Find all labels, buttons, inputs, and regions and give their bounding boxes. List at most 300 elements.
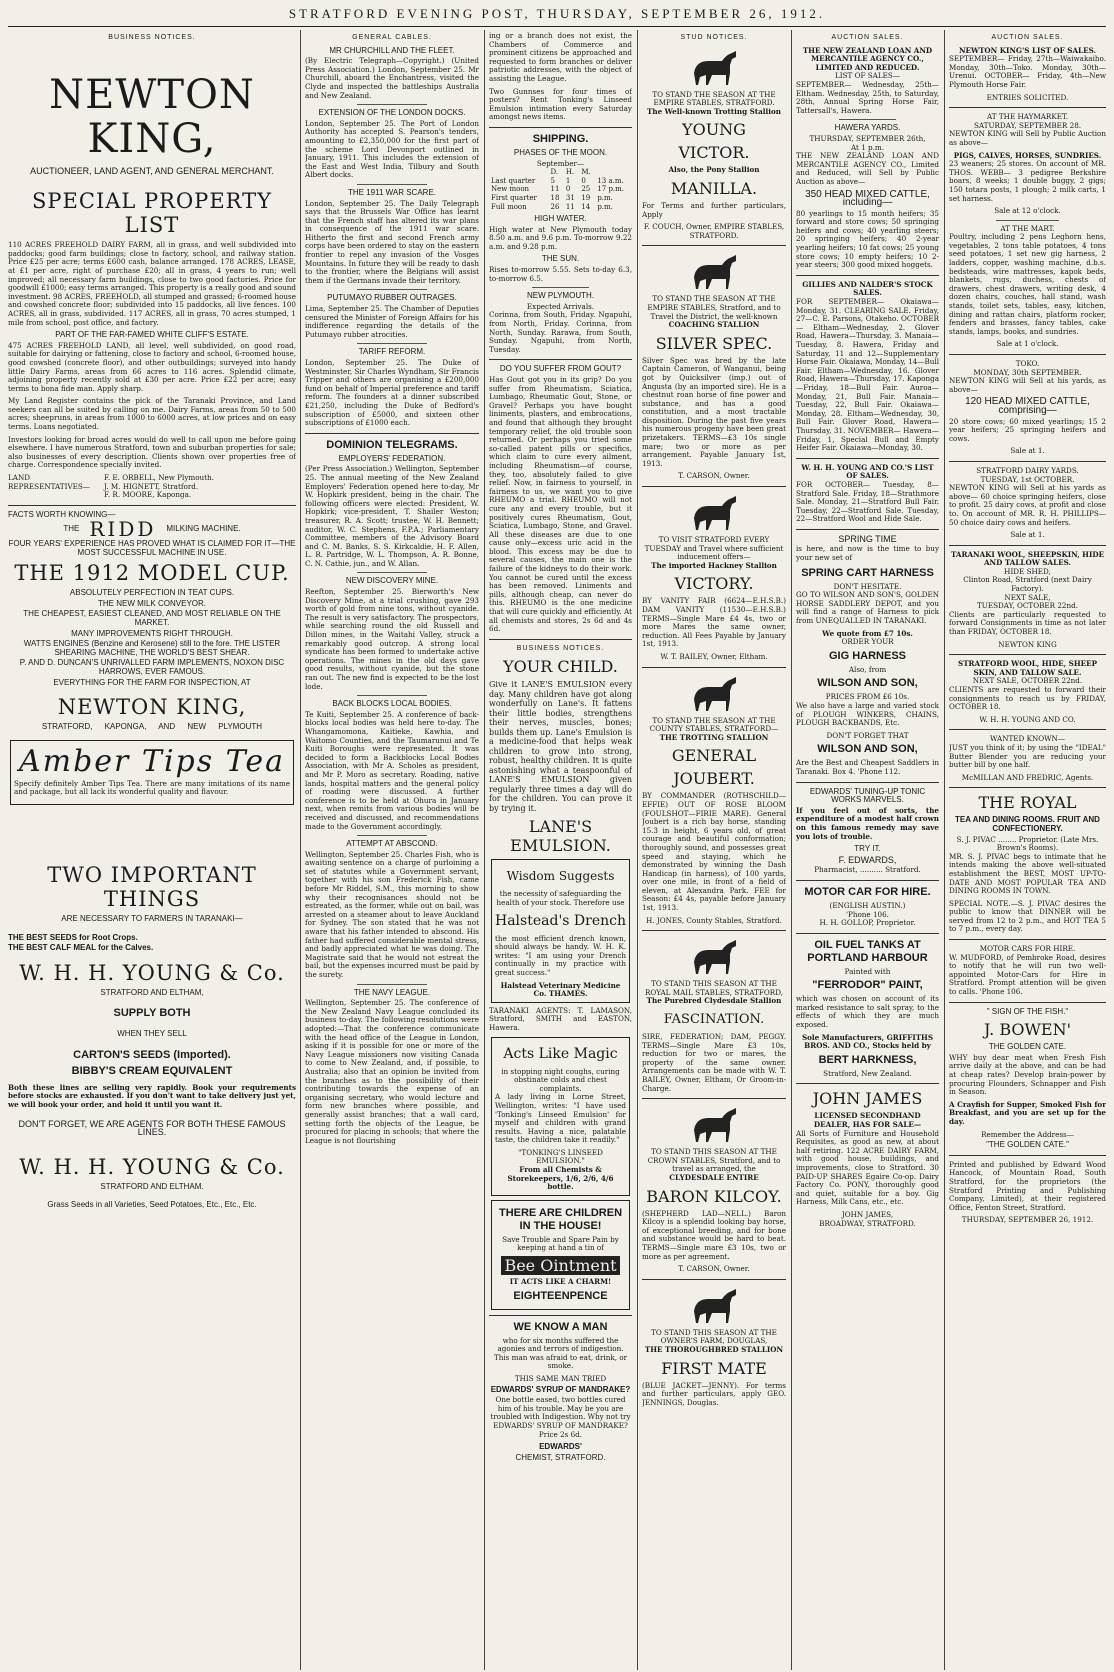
seeds-line: THE BEST SEEDS for Root Crops. [8,932,138,942]
table-cell: 18 [550,193,560,202]
haymarket-list: 23 weaners; 25 stores. On account of MR. THOS. WEBB— 3 pedigree Berkshire boars, 8 weeks; 1 double buggy, 2 gigs; 150 totara posts, 1 plough; 2 milk carts, 1 set harness. [949,159,1106,203]
gout-title: DO YOU SUFFER FROM GOUT? [499,364,622,374]
hawera-date: THURSDAY, SEPTEMBER 26th, [809,133,926,143]
model-cup-title: THE 1912 MODEL CUP. [14,561,290,586]
toko-date: MONDAY, 30th SEPTEMBER. [973,367,1082,377]
wilson-and-son: WILSON AND SON, [817,677,918,690]
spring-time-title: SPRING TIME [838,533,897,544]
stud-sub: The Well-known Trotting Stallion [647,106,781,116]
high-water-text: High water at New Plymouth today 8.50 a.m. and 9.6 p.m. To-morrow 9.22 a.m. and 9.28 p.m. [489,224,632,251]
table-cell: 25 [581,185,591,194]
mart-title: AT THE MART. [1000,223,1055,233]
table-cell: 0 [565,185,571,194]
imprint-date: THURSDAY, SEPTEMBER 26, 1912. [961,1215,1094,1225]
table-cell [489,168,549,177]
bee-sub: Save Trouble and Spare Pain by keeping at hand a tin of [502,1234,619,1253]
stud-owner: T. CARSON, Owner. [678,471,750,481]
royal-sub: TEA AND DINING ROOMS. FRUIT AND CONFECTIONERY. [955,815,1100,833]
table-cell: M. [581,168,591,177]
sale-time: Sale at 1. [1010,446,1045,456]
column-header: BUSINESS NOTICES. [108,34,196,41]
stud-owner: H. JONES, County Stables, Stratford. [646,915,782,925]
john-james-location: BROADWAY, STRATFORD. [819,1218,916,1228]
column-header: GENERAL CABLES. [352,34,432,41]
dont-forget-text: DON'T FORGET, WE ARE AGENTS FOR BOTH THESE FAMOUS LINES. [18,1118,286,1138]
sale-time: Sale at 1. [1010,530,1045,540]
ridd-heading [8,517,296,542]
magic-text: A lady living in Lorne Street, Wellington, writes: "I have used 'Tonking's Linseed Emulsion' for myself and children with grand results. Having a nice, palatable taste, the children take it readily." [495,1092,626,1145]
whh-young-text: FOR OCTOBER— Tuesday, 8—Stratford Sale. Friday, 18—Strathmore Sale. Monday, 21—Stratford Bull Fair. Tuesday, 22—Stratford Sale. Tuesday, 22—Stratford Wool and Hide Sale. [796,479,939,524]
ridd-name: RIDD [89,517,157,542]
horse-icon [686,673,742,713]
crayfish-text: A Crayfish for Supper, Smoked Fish for Breakfast, and you are set up for the day. [949,1099,1106,1126]
investors-text: Investors looking for broad acres would do well to call upon me before going elsewhere. I have numerous Stratford, town and suburban properties for sale; also businesses of every description. Clients shown over properties free of charge. Correspondence specially invited. [8,434,296,470]
stud-sub: THE THOROUGHBRED STALLION [644,1344,784,1354]
stud-owner: T. CARSON, Owner. [678,1264,750,1274]
high-water-title: HIGH WATER. [534,214,587,224]
when-they-sell: WHEN THEY SELL [117,1029,187,1039]
whh-young-title: W. H. H. YOUNG AND CO.'S LIST OF SALES. [801,462,934,481]
property-list-text: 110 ACRES FREEHOLD DAIRY FARM, all in grass, and well subdivided into paddocks; good farm buildings; close to factory, school, and railway station. Price £25 per acre; terms £600 cash, balance arranged. 178 ACRES, LEASE, at £1 per acre, right of purchase £20; all in grass, 4 years to run; well improved; all necessary farm buildings, close to two good factories. Price for goodwill £1000; easy terms arranged. This property is a really good and sound investment. 98 ACRES, FREEHOLD, all stumped and grassed; 6-roomed house and cowshed concrete floor; subdivided into 15 paddocks, all live fences. 100 ACRES, all in grass, subdivided. 117 ACRES, all in grass, 70 acres stumped, 1 mile from school, post office, and factory. [8,240,296,327]
table-cell: 31 [565,193,575,202]
column-auction-sales [796,32,939,1668]
rep-name: J. M. HIGNETT, Stratford. [104,481,199,491]
ridd-pre: THE [63,524,80,534]
agents-text: TARANAKI AGENTS: T. LAMASON, Stratford, SMITH and EASTON, Hawera. [489,1005,632,1032]
griffiths-bros: Sole Manufacturers, GRIFFITHS BROS. AND CO., Stocks held by [801,1032,934,1051]
ferrodor-paint: "FERRODOR" PAINT, [812,979,923,992]
wanted-known: WANTED KNOWN— [989,734,1065,744]
table-cell: 14 [581,202,591,211]
stallion-name: FASCINATION. [663,1012,765,1028]
wilson-and-son: WILSON AND SON, [817,743,918,756]
cup-line: MANY IMPROVEMENTS RIGHT THROUGH. [71,628,233,638]
divider [8,505,296,506]
newton-king-towns: STRATFORD, KAPONGA, AND NEW PLYMOUTH [41,722,263,732]
mudford-text: W. MUDFORD, of Pembroke Road, desires to notify that he will run two well-appointed Motor-Cars for Hire in Stratford. Prompt attention will be given to calls. 'Phone 106. [949,952,1106,997]
table-row [489,194,632,203]
rep-name: F. R. MOORE, Kaponga. [104,490,192,500]
toko-list: 20 store cows; 60 mixed yearlings; 15 2 year heifers; 25 springing heifers and cows. [949,416,1106,443]
dominion-telegrams-title: DOMINION TELEGRAMS. [326,438,458,451]
pivac-proprietor: S. J. PIVAC ........ Proprietor. (Late Mrs. Brown's Rooms). [956,834,1099,853]
stud-sub: The imported Hackney Stallion [651,560,777,570]
order-your: ORDER YOUR [841,637,894,647]
table-cell: 17 p.m. [597,185,625,194]
sign-of-fish: " SIGN OF THE FISH." [986,1006,1069,1016]
stud-intro: TO STAND THE SEASON AT THE COUNTY STABLES, STRATFORD— [649,715,779,734]
f-edwards: F. EDWARDS, [838,854,897,865]
cup-line: P. AND D. DUNCAN'S UNRIVALLED FARM IMPLEMENTS, NOXON DISC HARROWS, EVER FAMOUS. [19,658,285,676]
nz-loan-text: SEPTEMBER— Wednesday, 25th—Eltham. Wednesday, 25th, to Saturday, 28th, Annual Spring Horse Fair, Tattersall's, Hawera. [796,79,939,115]
haymarket-title: AT THE HAYMARKET. [987,112,1068,122]
oil-fuel-title: OIL FUEL TANKS AT PORTLAND HARBOUR [807,938,928,964]
story-text: London, September 25. The Daily Telegraph says that the Brussels War Office has learnt that the French staff has altered its war plans in consequence of the 1911 war scare. Hitherto the first and second French army corps have been ordered to stay on the eastern frontier to repel any invasion of the Vosges Mountains. In future they will be ready to dash to the frontier, where the Belgians will assist them if the Germans invade their territory. [305,198,479,285]
hide-shed: HIDE SHED, [1004,566,1051,576]
story-title: THE 1911 WAR SCARE. [347,187,437,197]
wisdom-title: Wisdom Suggests [506,869,615,884]
facts-heading: FACTS WORTH KNOWING— [8,509,116,519]
stallion-name: MANILLA. [670,178,758,198]
table-cell: 26 [550,202,560,211]
bee-ointment-ad [491,1200,630,1310]
stud-intro: TO STAND THE SEASON AT THE EMPIRE STABLES, STRATFORD. [652,89,776,108]
stud-sub: Also, the Pony Stallion [668,165,760,175]
know-text: who for six months suffered the agonies and terrors of indigestion. This man was afraid to eat, drink, or smoke. [493,1335,628,1371]
table-row [489,185,632,194]
table-cell: Full moon [491,202,527,211]
story-text: Lima, September 25. The Chamber of Deputies censured the Minister of Foreign Affairs for his indifference regarding the details of the Putumayo rubber atrocities. [305,304,479,339]
stud-sub: The Purebred Clydesdale Stallion [646,996,782,1006]
horse-icon [686,492,742,532]
ridd-post: MILKING MACHINE. [166,524,241,534]
golden-cate: THE GOLDEN CATE. [988,1042,1067,1052]
stratford-wool-text: CLIENTS are requested to forward their consignments to reach us by FRIDAY, OCTOBER 18. [949,685,1106,712]
story-title: EXTENSION OF THE LONDON DOCKS. [318,108,466,118]
painted-with: Painted with [844,966,891,976]
haymarket-items: PIGS, CALVES, HORSES, SUNDRIES. [953,150,1102,160]
story-title: TARIFF REFORM. [358,347,426,357]
tonkings-ad [491,1037,630,1196]
stallion-name: GENERAL [671,746,757,766]
stud-sub: COACHING STALLION [668,320,760,330]
gillies-text: FOR SEPTEMBER— Okaiawa—Monday, 31. CLEARING SALE. Friday, 27—C. E. Parsons, Otakeho. OCTOBER— Eltham—Wednesday, 2. Glover Road, Hawera—Thursday, 3. Manaia—Tuesday, 8. Hawera, Friday and Saturday, 11 and 12—Supplementary Horse Fair. Okaiawa, Monday, 14—Bull Fair. Eltham—Wednesday, 16. Glover Road, Hawera—Thursday, 17. Kaponga—Friday, 18—Bull Fair. Auroa—Monday, 21, Bull Fair. Manaia—Tuesday, 22, Bull Fair. Okaiawa—Monday, 28. Eltham—Wednesday, 30, Bull Fair. Glover Road, Hawera—Thursday, 31. NOVEMBER— Hawera—Friday, 1, Special Bull and Empty Heifer Fair. Okaiawa—Monday, 30. [796,297,939,453]
reps-list [104,474,296,500]
your-child-title: YOUR CHILD. [503,657,618,677]
horse-icon [686,1104,742,1144]
magic-brand: "TONKING'S LINSEED EMULSION." [518,1147,603,1166]
halsteads-text: the most efficient drench known, should always be handy. W. H. K. writes: "I am using your Drench continually in my practice with great success." [495,933,626,977]
cattle-list: 80 yearlings to 15 month heifers; 35 forward and store cows; 50 springing heifers and cows; 40 yearling steers; 20 springing heifers; 40 2-year yearling heifers; 10 fat cows; 25 young store cows; 10 empty heifers; 10 2-year steers; 300 good mixed hoggets. [796,208,939,270]
quote-price: We quote from £7 10s. [822,628,913,638]
stud-intro: TO STAND THIS SEASON AT THE ROYAL MAIL STABLES, STRATFORD, [644,979,784,997]
story-text: Wellington, September 25. The conference of the New Zealand Navy League concluded its business to-day. The following resolutions were adopted:—That the conference communicate with the head office of the League in London, asking if it is possible for one or more of the Navy League missioners now visiting Canada to come to New Zealand, and, if possible, to Australia; also that an opinion be invited from the branches as to the possibility of their contributing towards the expense of an organising secretary, who would lecture and form new branches where possible, and generally assist branches; that a wall card, setting forth the objects of the League, be procured for placing in schools; that where the League is not flourishing [305,998,479,1145]
table-cell: 1 [565,176,571,185]
haymarket-date: SATURDAY, SEPTEMBER 28. [973,120,1082,130]
wisdom-sub: the necessity of safeguarding the health of your stock. Therefore use [496,889,625,907]
young-co-title-2: W. H. H. YOUNG & Co. [19,1154,285,1179]
moon-month: September— [536,158,585,168]
stallion-name: VICTOR. [678,143,750,163]
mcmillan-fredric: McMILLAN AND FREDRIC, Agents. [961,772,1094,782]
also-from: Also, from [848,664,887,674]
bee-ointment-logo: Bee Ointment [501,1256,620,1275]
spring-cart-harness: SPRING CART HARNESS [801,566,934,579]
cup-line: WATTS ENGINES (Benzine and Kerosene) still to the fore. THE LISTER SHEARING MACHINE, THE WORLD'S BEST SHEAR. [23,639,281,657]
hawera-yards-title: HAWERA YARDS. [834,123,901,133]
reps-label: LAND REPRESENTATIVES— [8,473,90,491]
john-james-sig: JOHN JAMES, [841,1209,894,1219]
story-title: ATTEMPT AT ABSCOND. [346,839,438,849]
entries-solicited: ENTRIES SOLICITED. [986,92,1069,102]
syrup-mandrake: EDWARDS' SYRUP OF MANDRAKE? [490,1384,631,1394]
masthead: STRATFORD EVENING POST, THURSDAY, SEPTEMBER 26, 1912. [288,6,826,21]
stud-intro: TO STAND THIS SEASON AT THE OWNER'S FARM, DOUGLAS, [651,1327,777,1346]
spring-text: is here, and now is the time to buy your new set of [796,544,939,563]
english-austin: (ENGLISH AUSTIN.) [829,900,906,910]
bee-price: EIGHTEENPENCE [513,1289,608,1302]
pharmacist: Pharmacist, .......... Stratford. [814,865,921,875]
bee-charm: IT ACTS LIKE A CHARM! [509,1277,612,1287]
list-of-sales: LIST OF SALES— [834,71,901,81]
column-rule [300,30,301,1670]
dairy-yards-title: STRATFORD DAIRY YARDS. [976,465,1079,475]
stallion-name: JOUBERT. [673,769,755,789]
nz-loan-text: THE NEW ZEALAND LOAN AND MERCANTILE AGENCY CO., Limited and Reduced, will Sell by Public Auction as above— [796,151,939,186]
magic-price: From all Chemists & Storekeepers, 1/6, 2/6, 4/6 bottle. [507,1165,614,1192]
newton-king-title: NEWTON KING, [49,71,255,162]
table-cell: New moon [491,185,530,194]
newton-king-list-title: NEWTON KING'S LIST OF SALES. [958,45,1097,55]
story-title: BACK BLOCKS LOCAL BODIES. [332,699,452,709]
two-things-title: TWO IMPORTANT THINGS [47,862,257,911]
story-text: Te Kuiti, September 25. A conference of back-blocks local bodies was held here to-day. The Whangamomona, Kaitieke, Kawhia, and Waitomo Counties, and the Taumarunui and Te Kuiti Boroughs were represented. It was decided to form a Backblocks Local Bodies Association, with Mr A. Scholes as president, and Mr P. Moro as secretary. Roading, native lands, hospital matters and the general policy of roading were discussed. A further conference is to be held at Ohura in January next, when remits from various bodies will be received and discussed, and recommendations made to the Government accordingly. [305,709,479,831]
table-cell: Last quarter [491,176,536,185]
story-title: THE NAVY LEAGUE. [353,987,431,997]
gout-text: Has Gout got you in its grip? Do you suffer from Rheumatism, Sciatica, Lumbago, Rheumatic Gout, Stone, or Gravel? Perhaps you have bought liniments, plasters, and embrocations, and found that although they brought temporary relief, the old trouble soon returned. Or perhaps you tried some so-called patent pills or specifics, which claim to cure every ailment, including Rheumatism—of course, they, too, absolutely failed to give relief. Now, in fairness to yourself, in fairness to us, we want you to give RHEUMO a trial. RHEUMO will not cure any and every trouble, but it positively cures Rheumatism, Gout, Sciatica, Lumbago, Stone, and Gravel. All these diseases are due to one cause only—excess uric acid in the blood. This excess may be due to several causes, the main one is the failure of the kidneys to do their work. You cannot be cured until the excess has been removed. Liniments and pills, although cheap, can never do this. RHEUMO is the one medicine that will cure quickly and efficiently. At all chemists and stores, 2s 6d and 4s 6d. [489,375,632,634]
cup-line: EVERYTHING FOR THE FARM FOR INSPECTION, AT [53,677,251,687]
gig-harness: GIG HARNESS [828,649,906,662]
acts-like-magic: Acts Like Magic [503,1045,618,1062]
story-title: EMPLOYERS' FEDERATION. [338,453,446,463]
story-text: London, September 25. The Port of London Authority has accepted S. Pearson's tenders, amounting to £2,350,000 for the first part of the scheme Lord Devonport outlined in January, 1911. This includes the extension of the East and West India, Tilbury and South Albert docks. [305,118,479,180]
seeds-line: THE BEST CALF MEAL for the Calves. [8,943,154,953]
expected-arrivals: Expected Arrivals. [526,301,595,311]
taranaki-wool-title: TARANAKI WOOL, SHEEPSKIN, HIDE AND TALLOW SALES. [950,549,1105,568]
motor-car-hire: MOTOR CAR FOR HIRE. [804,885,931,898]
story-text: Wellington, September 25. Charles Fish, who is awaiting sentence on a charge of purloining a set of statutes while a Government servant, together with his son Frederick Fish, came before Mr Riddel, S.M., this morning to show why their recognisances should not be estreated, as the former, while out on bail, was arrested on a steamer about to leave Auckland for Sydney. The son stated that he was not aware that his father intended to abscond. His father had suffered considerable mental stress, and badly appreciated what he was doing. The Magistrate said that he would not estreat the bail, but the expenses incurred must be paid by the surety. [305,849,479,979]
table-row [489,203,632,212]
table-cell: p.m. [597,202,613,211]
table-cell: 11 [550,185,560,194]
column-rule [484,30,485,1670]
stallion-name: SILVER SPEC. [655,333,773,353]
john-james-text: All Sorts of Furniture and Household Requisites, as good as new, at about half retiring. 122 ACRE DAIRY FARM, with good house, buildings, and improvements, close to Stratford. 30 PAID-UP SHARES Egaire Co-op. Dairy Factory Co. PONY, thoroughly good and quiet, suitable for a boy. Gig Harness, Milk Cans, etc., etc. [796,1128,939,1207]
stud-text: (SHEPHERD LAD—NELL.) Baron Kilcoy is a splendid looking bay horse, of exceptional breeding, and for bone and substance would be hard to beat. TERMS—Single mare £3 10s, two or more as per agreement. [642,1208,786,1261]
amber-tips-tea-logo: Amber Tips Tea [18,743,285,779]
hide-shed-location: Clinton Road, Stratford (next Dairy Factory). [963,575,1092,594]
sun-text: Rises to-morrow 5.55. Sets to-day 6.3, to-morrow 6.5. [489,265,632,283]
newton-king-list-text: SEPTEMBER— Friday, 27th—Waiwakaiho. Monday, 30th—Toko. Monday, 30th—Urenui. OCTOBER— Friday, 4th—New Plymouth Horse Fair. [949,54,1106,89]
table-cell: D. [550,168,559,177]
dairy-date: TUESDAY, 1st OCTOBER. [980,474,1075,484]
stud-owner: F. COUCH, Owner, EMPIRE STABLES, STRATFORD. [643,222,785,240]
stud-sub: THE TROTTING STALLION [659,732,769,742]
bert-location: Stratford, New Zealand. [823,1068,912,1078]
john-james-sub: LICENSED SECONDHAND DEALER, HAS FOR SALE— [813,1111,922,1130]
notice-text: Two Gunnses for four times of posters? Rent Tonking's Linseed Emulsion intimation every Saturday amongst news items. [489,86,632,122]
clients-text: Clients are particularly requested to forward Consignments in time as not later than FRIDAY, OCTOBER 18. [949,609,1106,637]
special-property-list-title: SPECIAL PROPERTY LIST [32,189,272,238]
haymarket-text: NEWTON KING will Sell by Public Auction as above— [949,129,1106,147]
special-note: SPECIAL NOTE.—S. J. PIVAC desires the public to know that DINNER will be served from 12 to 2 p.m., and HOT TEA 5 to 7 p.m., every day. [949,898,1106,934]
tuning-text: If you feel out of sorts, the expenditure of a modest half crown on this famous remedy may save you lots of trouble. [796,805,939,841]
bibbys-cream: BIBBY'S CREAM EQUIVALENT [71,1064,233,1077]
stud-owner: W. T. BAILEY, Owner, Eltham. [660,651,768,661]
stud-text: BY VANITY FAIR (6624—E.H.S.B.) DAM VANITY (11530—E.H.S.B.) TERMS—Single Mare £4 4s, two or more Mares the same owner, reduction. All Fees Payable by January 1st, 1913. [642,596,786,649]
column-header: AUCTION SALES. [991,34,1064,41]
tried-text: THIS SAME MAN TRIED [514,1374,607,1383]
cup-line: THE NEW MILK CONVEYOR. [97,598,206,608]
ferrodor-text: which was chosen on account of its marked resistance to salt spray, to the effects of which they are much exposed. [796,994,939,1030]
stallion-name: FIRST MATE [661,1358,767,1378]
newton-king-footer: NEWTON KING, [57,695,247,720]
table-cell: 0 [581,176,586,185]
wilson-text: GO TO WILSON AND SON'S, GOLDEN HORSE SADDLERY DEPOT, and you will find a range of Harness to pick from UNEQUALLED IN TARANAKI. [796,590,939,626]
column-business-notices [8,32,296,1668]
story-title: NEW DISCOVERY MINE. [345,576,439,586]
plough-text: We also have a large and varied stock of PLOUGH WINKERS, CHAINS, PLOUGH BACKBANDS, Etc. [796,701,939,728]
rep-name: F. E. ORBELL, New Plymouth. [104,473,214,483]
nz-loan-title: THE NEW ZEALAND LOAN AND MERCANTILE AGENCY CO., LIMITED AND REDUCED. [802,45,933,72]
horse-icon [686,1285,742,1325]
shipping-title: SHIPPING. [532,132,589,145]
printers-imprint: Printed and published by Edward Wood Hancock, of Mountain Road, South Stratford, for the proprietors (the Stratford Printing and Publishing Company, Limited), at their registered Office, Fenton Street, Stratford. [949,1159,1106,1212]
lanes-text: Give it LANE'S EMULSION every day. Many children have got along wonderfully on Lane's. It fattens their little bodies, strengthens their nerves, muscles, bones; builds them up. Lane's Emulsion is a medicine-food that helps weak children to grow into strong, robust, healthy children. It is quite astonishing what a teaspoonful of LANE'S EMULSION given regularly three times a day will do for the children. You can prove it by trying it. [489,680,632,813]
young-co-title: W. H. H. YOUNG & Co. [19,960,285,985]
column-auction-sales-2 [949,32,1106,1668]
toko-cattle: 120 HEAD MIXED CATTLE, comprising— [965,396,1090,416]
stud-text: Silver Spec was bred by the late Captain Cameron, of Wanganui, being got by Quicksilver (imp.) out of Angusta (by an imported sire). He is a chestnut roan horse of fine power and substance, and has a good constitution, and a most tractable disposition. During the past five years his numerous progeny have been great prizetakers. TERMS—£3 10s single mare; two or more as per arrangement. Payable January 1st, 1913. [642,355,786,468]
table-row [489,168,632,177]
royal-title: THE ROYAL [978,793,1077,813]
mart-text: Poultry, including 2 pens Leghorn hens, vegetables, 2 tons table potatoes, 4 tons seed potatoes, 1 set new gig harness, 2 ladders, copper, washing machine, d.b.s. bedsteads, wire mattresses, kapok beds, blankets, rugs, duchess, chests of drawers, chest drawers, writing desk, 4 dozen chairs, couches, hall stand, wash stands, toilet sets, tables, easy, kitchen, dining and rattan chairs, platform rocker, fenders and brasses, fancy tables, cake stands, lamps, books, and sundries. [949,232,1106,336]
stud-sub: CLYDESDALE ENTIRE [669,1172,759,1182]
dairy-text: NEWTON KING will Sell at his yards as above— 60 choice springing heifers, close to profit. 25 dairy cows, at profit and close to. On account of MR. R. H. PHILLIPS— 50 choice dairy cows and heifers. [949,483,1106,527]
john-james-title: JOHN JAMES [812,1089,923,1109]
sun-title: THE SUN. [541,254,580,264]
stud-text: (BLUE JACKET—JENNY). For terms and further particulars, apply GEO. JENNINGS, Douglas. [642,1380,786,1407]
lanes-emulsion-logo: LANE'S EMULSION. [510,817,611,856]
arrivals-text: Corinna, from South, Friday. Ngapuhi, from North, Friday. Corinna, from North, Sunday. Rarawa, from South, Sunday. Ngapuhi, from North, Tuesday. [489,310,632,354]
stallion-name: BARON KILCOY. [646,1186,782,1206]
chemist-stratford: CHEMIST, STRATFORD. [515,1452,606,1462]
ridd-text: FOUR YEARS' EXPERIENCE HAS PROVED WHAT IS CLAIMED FOR IT—THE MOST SUCCESSFUL MACHINE IN USE. [8,539,296,557]
young-co-loc-2: STRATFORD AND ELTHAM. [100,1181,204,1191]
white-cliffs-heading: PART OF THE FAR-FAMED WHITE CLIFF'S ESTATE. [55,330,249,340]
newton-king-role: AUCTIONEER, LAND AGENT, AND GENERAL MERCHANT. [30,165,274,176]
golden-cate-2: "THE GOLDEN CATE." [986,1140,1069,1150]
column-rule [637,30,638,1670]
story-title: MR CHURCHILL AND THE FLEET. [329,45,455,55]
table-cell: p.m. [597,193,613,202]
column-header: AUCTION SALES. [831,34,904,41]
column-stud-notices [642,32,786,1668]
horse-icon [686,47,742,87]
horse-icon [686,936,742,976]
bert-harkness: BERT HARKNESS, [818,1053,917,1066]
pivac-text: MR. S. J. PIVAC begs to intimate that he intends making the above well-situated establishment the BEST, MOST UP-TO-DATE AND MOST POPULAR TEA AND DINING ROOMS IN TOWN. [949,851,1106,896]
magic-sub: in stopping night coughs, curing obstinate colds and chest complaints. [501,1066,620,1093]
tuning-tonic-title: EDWARDS' TUNING-UP TONIC WORKS MARVELS. [809,786,926,805]
story-text: (Per Press Association.) Wellington, September 25. The annual meeting of the New Zealand Employers' Federation opened here to-day, Mr W. Hopkirk president, being in the chair. The following officers were elected: President, W. Hopkirk; vice-president, T. Shailer Weston; treasurer, R. A. Scott; trustee, W. H. Bennett; auditor, W. C. Stephens, F.P.A.; Parliamentary Committee, members of the Advisory Board and C. M. Banks, S. S. Kirkcaldie, H. F. Allen, L. R. Partridge, W. L. Thompson, A. R. Bonne, C. N. Cathie, jun., and W. Allan. [305,464,479,568]
story-title: PUTUMAYO RUBBER OUTRAGES. [327,293,457,303]
column-rule [791,30,792,1670]
table-cell [595,168,632,177]
bowen-text: WHY buy dear meat when Fresh Fish arrive daily at the above, and can be had at cheap rates? Develop brain-power by procuring Flounders, Schnapper and Fish in Season. [949,1052,1106,1097]
stud-intro: TO STAND THIS SEASON AT THE CROWN STABLES, Stratford, and to travel as arranged, the [647,1147,781,1174]
table-cell: 5 [550,176,555,185]
dont-hesitate: DON'T HESITATE. [833,581,902,591]
table-cell: 19 [581,193,591,202]
table-cell: 13 a.m. [597,176,624,185]
land-representatives [8,474,296,500]
dont-forget: DON'T FORGET THAT [826,730,909,740]
column-general-cables [305,32,479,1668]
halsteads-ad [491,859,630,1002]
j-bowen-title: J. BOWEN' [983,1020,1072,1040]
try-it: TRY IT. [854,844,881,854]
column-rule [944,30,945,1670]
table-cell: 11 [565,202,575,211]
column-header: BUSINESS NOTICES. [516,644,605,652]
phone-number: 'Phone 106. [846,909,889,919]
toko-title: TOKO. [1015,359,1040,368]
prices-from: PRICES FROM £6 10s. [825,692,910,702]
stud-text: BY COMMANDER (ROTHSCHILD—EFFIE) OUT OF ROSE BLOOM (FOULSHOT—FIRIE MARE). General Joubert is a rich bay horse, standing 15.3 in height, 6 years old, of great courage and beautiful conformation; thoroughly sound, and possesses great speed and staying, which he demonstrated by winning the Dash Handicap (in harness), of 100 yards, over one mile, in front of a field of eleven, at Alexandra Park. FEE for Season: £4 4s, payable before January 1st, 1913. [642,791,786,913]
stud-intro: TO STAND THE SEASON AT THE EMPIRE STABLES, Stratford, and to Travel the District, the well-known [647,294,781,321]
gillies-title: GILLIES AND NALDER'S STOCK SALES. [802,279,933,298]
amber-tips-tea-ad [10,740,294,805]
grass-seeds-line: Grass Seeds in all Varieties, Seed Potatoes, Etc., Etc., Etc. [47,1200,257,1210]
gollop-proprietor: H. H. GOLLOP, Proprietor. [819,918,916,928]
column-header: STUD NOTICES. [680,34,748,41]
newton-king-sig: NEWTON KING [998,639,1057,649]
motor-cars-hire: MOTOR CARS FOR HIRE. [979,944,1076,954]
table-cell: First quarter [491,193,537,202]
stud-text: For Terms and further particulars, Apply [642,200,786,219]
children-house-title: THERE ARE CHILDREN IN THE HOUSE! [498,1206,623,1232]
table-row [489,177,632,186]
next-sale-date: TUESDAY, OCTOBER 22nd. [976,601,1079,611]
hawera-time: At 1 p.m. [850,142,885,152]
story-text: (By Electric Telegraph—Copyright.) (United Press Association.) London, September 25. Mr Churchill, aboard the Enchantress, visited the Clyde and inspected the battleships Australia and New Zealand. [305,56,479,100]
know-a-man-title: WE KNOW A MAN [513,1320,608,1333]
remember-address: Remember the Address— [981,1129,1074,1139]
land-register-text: My Land Register contains the pick of the Taranaki Province, and Land seekers can all be suited by calling on me. Dairy Farms, areas from 50 to 500 acres; sheepruns, in areas from 1000 to 6000 acres, at low prices and on easy terms. Loans negotiated. [8,396,296,432]
supply-both: SUPPLY BOTH [113,1007,191,1020]
both-lines-text: Both these lines are selling very rapidly. Book your requirements before stocks are exhausted. If you don't want to take delivery just yet, we will book your order, and hold it until you want it. [8,1082,296,1110]
moon-phases-title: PHASES OF THE MOON. [513,147,608,157]
table-cell: H. [565,168,575,177]
halsteads-drench: Halstead's Drench [495,912,626,929]
story-text: ing or a branch does not exist, the Chambers of Commerce and prominent citizens be approached and requested to form branches or deliver patriotic addresses, with the object of assisting the League. [489,32,632,83]
toko-text: NEWTON KING will Sell at his yards, as above— [949,376,1106,394]
stratford-wool-next: NEXT SALE, OCTOBER 22nd. [972,676,1083,686]
story-text: Reefton, September 25. Bierworth's New Discovery Mine, at a trial crushing, gave 293 worth of gold from nine tons, without cyanide. The result is very satisfactory. The prospectors, while searching round the old Russell and Dillon mines, in the Waitahi Valley, struck a remarkably good outcrop. A strong local syndicate has been formed to undertake active operations. The mines in the old days gave good results, without cyanide, but the stone ran out. The new find is expected to be the lost lode. [305,587,479,691]
stud-text: SIRE, FEDERATION; DAM, PEGGY. TERMS—Single Mare £3 10s, reduction for two or mares, the property of the same owner. Arrangements can be made with W. T. BAILEY, Owner, Eltham, Or Groom-in-Charge. [642,1032,786,1093]
amber-tips-tea-text: Specify definitely Amber Tips Tea. There are many imitations of its name and package, but all lack its wonderful quality and flavour. [14,778,290,797]
stallion-name: VICTORY. [674,574,754,594]
stallion-name: YOUNG [682,120,746,140]
column-shipping [489,32,632,1668]
horse-icon [686,251,742,291]
next-sale: NEXT SALE, [1004,592,1051,602]
stratford-wool-title: STRATFORD WOOL, HIDE, SHEEP SKIN, AND TALLOW SALE. [958,659,1097,677]
cattle-title: 350 HEAD MIXED CATTLE, including— [805,188,930,209]
stud-intro: TO VISIT STRATFORD EVERY TUESDAY and Travel where sufficient inducement offers— [644,535,784,562]
halsteads-co: Halstead Veterinary Medicine Co. THAMES. [500,980,621,999]
saddlers-text: Are the Best and Cheapest Saddlers in Taranaki. Box 4. 'Phone 112. [796,758,939,776]
white-cliffs-text: 475 ACRES FREEHOLD LAND, all level, well subdivided, on good road, suitable for dairying or fattening, close to factory and school, 6-roomed house, good cowshed (concrete floor), and other outbuildings; surveyed into handy little Dairy Farms, areas from 66 acres to 116 acres. Splendid climate, adjoining property recently sold at £30 per acre. Price £22 per acre; easy terms to bona fide man. Apply sharp. [8,340,296,393]
edwards-text: One bottle eased, two bottles cured him of his trouble. May be you are troubled with Indigestion. Why not try EDWARDS' SYRUP OF MANDRAKE? Price 2s 6d. [490,1395,631,1439]
stratford-wool-sig: W. H. H. YOUNG AND CO. [979,714,1076,724]
story-text: London, September 25. The Duke of Westminster, Sir Charles Wyndham, Sir Francis Tripper and others are organising a £200,000 fund on behalf of Imperial preference and tariff reform. The founders at a dinner subscribed £21,250, including the Duke of Bedford's subscription of £5000, and sixteen other subscriptions of £1000 each. [305,358,479,428]
new-plymouth-title: NEW PLYMOUTH. [527,291,594,301]
sale-time: Sale at 12 o'clock. [994,206,1061,216]
moon-table [489,168,632,211]
young-co-loc: STRATFORD AND ELTHAM, [100,987,204,997]
